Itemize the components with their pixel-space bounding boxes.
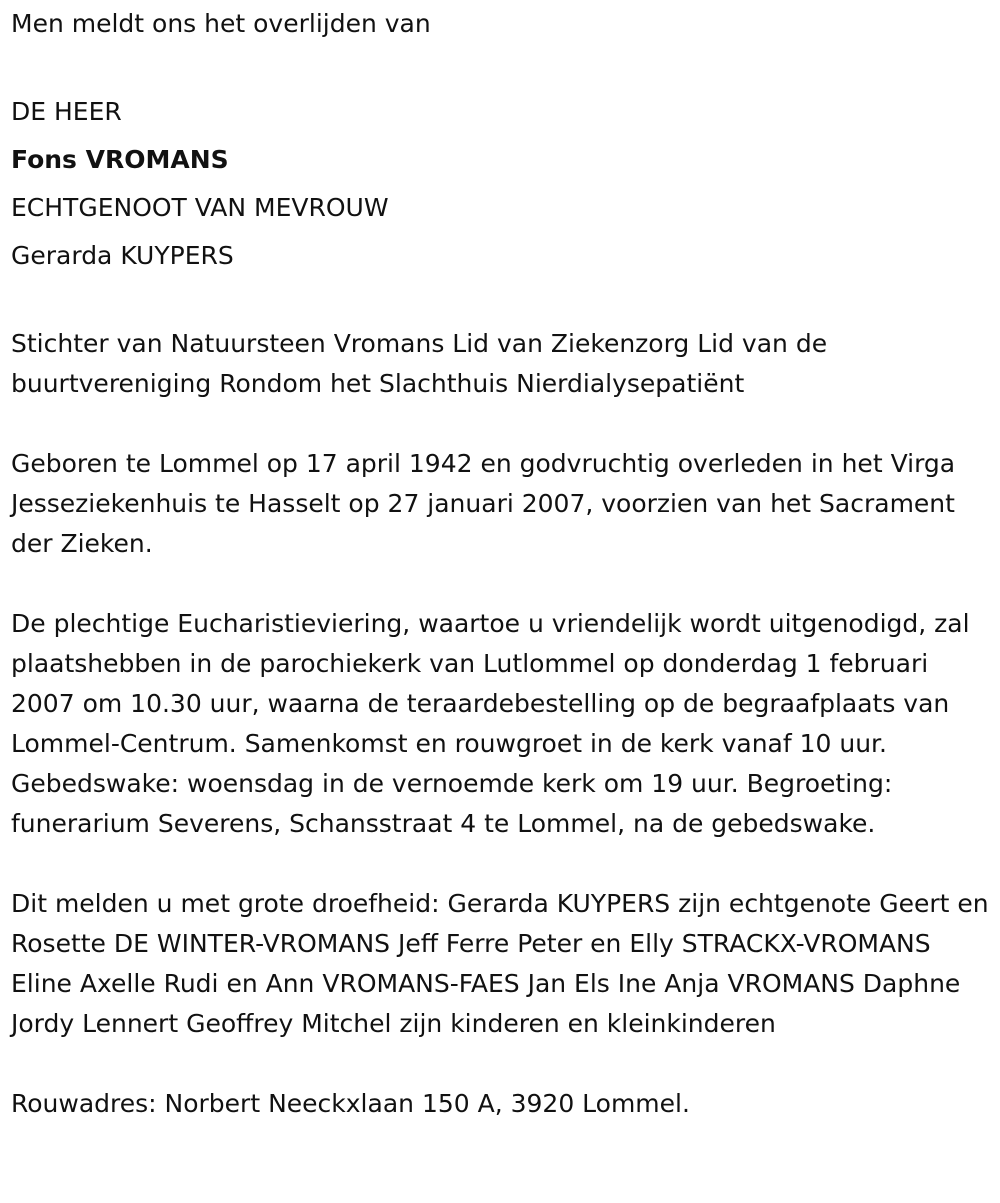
spacer <box>11 404 1000 444</box>
address-paragraph: Rouwadres: Norbert Neeckxlaan 150 A, 3920 Lommel. <box>11 1089 690 1118</box>
spacer <box>11 52 1000 92</box>
birth-death-paragraph: Geboren te Lommel op 17 april 1942 en godvruchtig overleden in het Virga Jesseziekenhuis te Hasselt op 27 januari 2007, voorzien van het Sacrament der Zieken. <box>11 449 956 558</box>
intro-text: Men meldt ons het overlijden van <box>11 9 431 38</box>
family-paragraph: Dit melden u met grote droefheid: Gerarda KUYPERS zijn echtgenote Geert en Rosette DE WINTER-VROMANS Jeff Ferre Peter en Elly STRACKX-VROMANS Eline Axelle Rudi en Ann VROMANS-FAES Jan Els Ine Anja VROMANS Daphne Jordy Lennert Geoffrey Mitchel zijn kinderen en kleinkinderen <box>11 889 989 1038</box>
spacer <box>11 1044 1000 1084</box>
spouse-label: ECHTGENOOT VAN MEVROUW <box>11 193 389 222</box>
spouse-name: Gerarda KUYPERS <box>11 241 234 270</box>
honorific: DE HEER <box>11 97 122 126</box>
spacer <box>11 284 1000 324</box>
affiliations-paragraph: Stichter van Natuursteen Vromans Lid van Ziekenzorg Lid van de buurtvereniging Rondom het Slachthuis Nierdialysepatiënt <box>11 329 828 398</box>
spacer <box>11 564 1000 604</box>
spacer <box>11 844 1000 884</box>
deceased-name: Fons VROMANS <box>11 145 229 174</box>
ceremony-paragraph: De plechtige Eucharistieviering, waartoe u vriendelijk wordt uitgenodigd, zal plaatshebben in de parochiekerk van Lutlommel op donderdag 1 februari 2007 om 10.30 uur, waarna de teraardebestelling op de begraafplaats van Lommel-Centrum. Samenkomst en rouwgroet in de kerk vanaf 10 uur. Gebedswake: woensdag in de vernoemde kerk om 19 uur. Begroeting: funerarium Severens, Schansstraat 4 te Lommel, na de gebedswake. <box>11 609 970 838</box>
